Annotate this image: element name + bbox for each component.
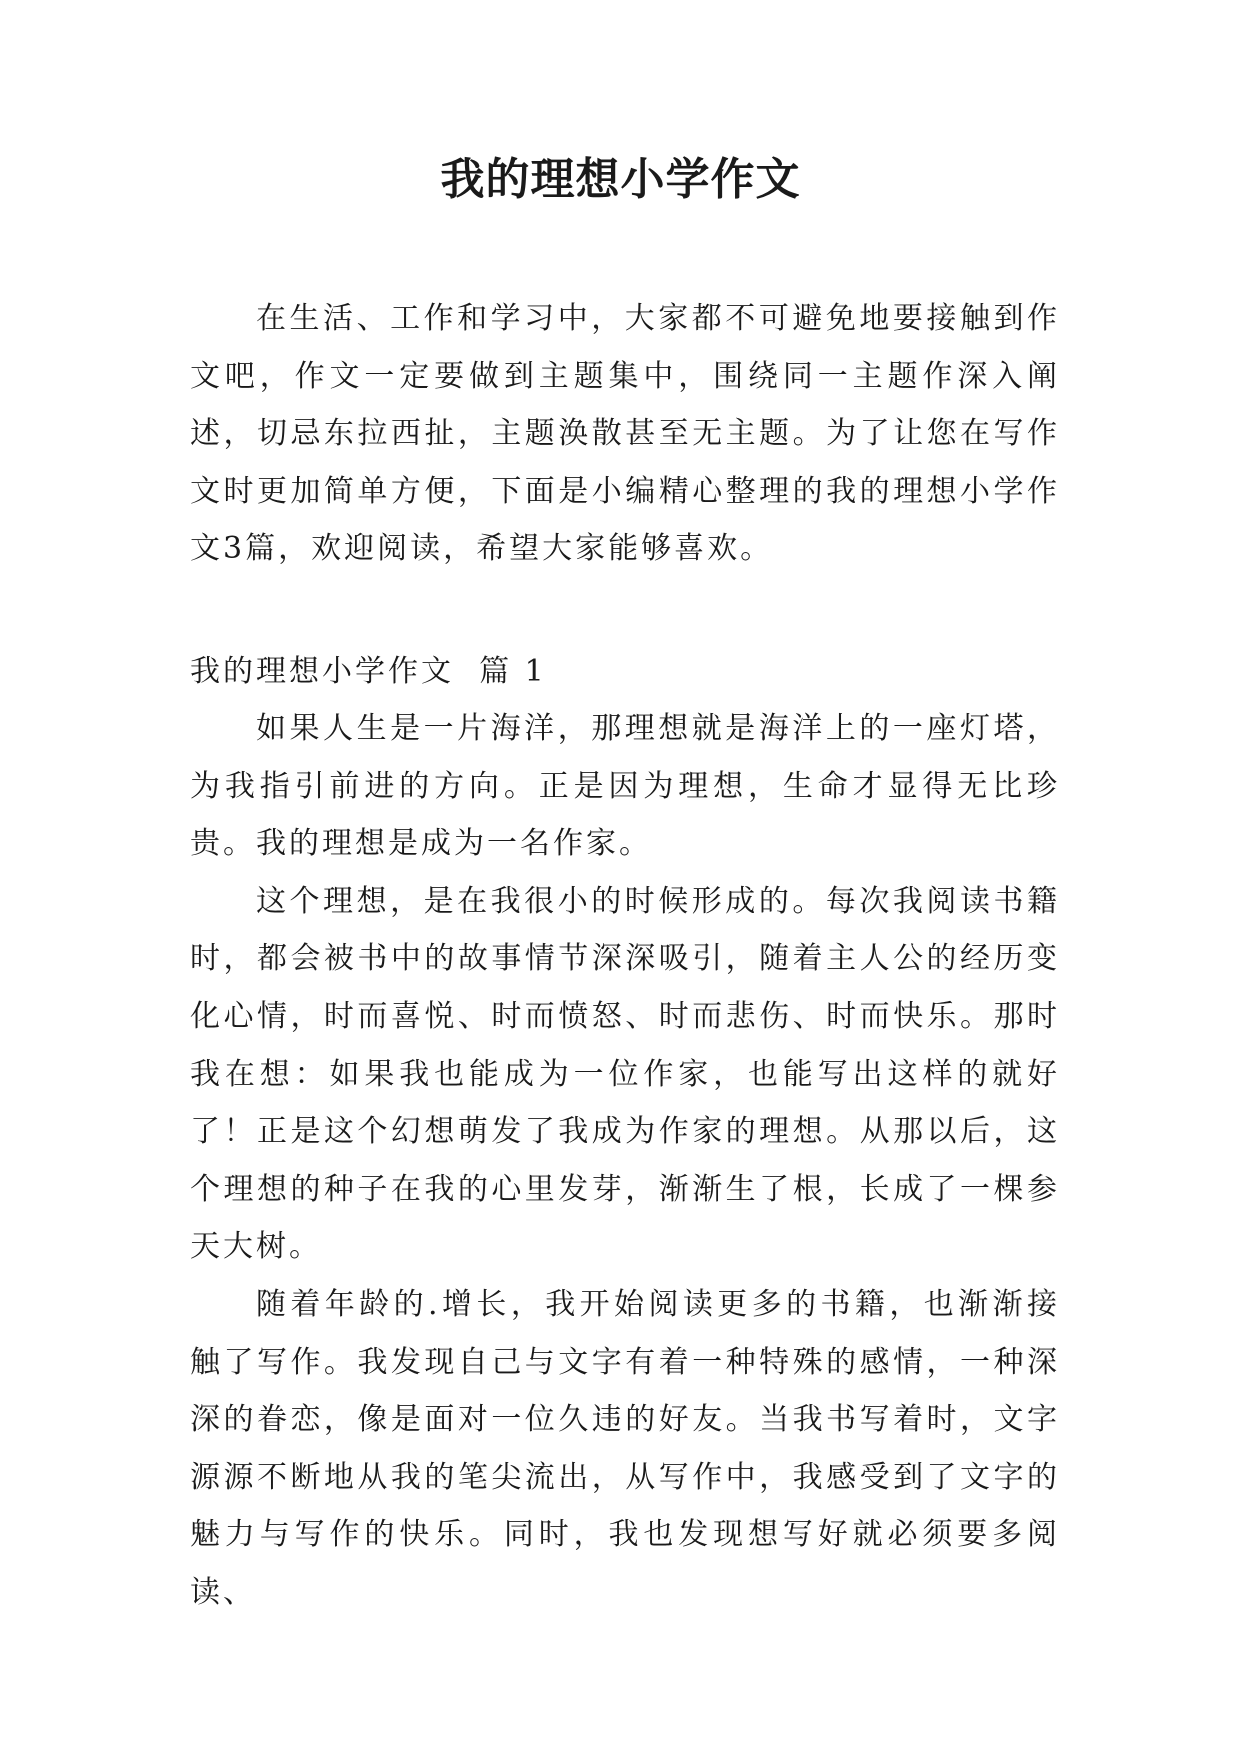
section-heading: 我的理想小学作文 篇 1 (190, 654, 547, 689)
intro-paragraph: 在生活、工作和学习中，大家都不可避免地要接触到作文吧，作文一定要做到主题集中，围绕同一主题作深入阐述，切忌东拉西扯，主题涣散甚至无主题。为了让您在写作文时更加简单方便，下面是小编精心整理的我的理想小学作文3篇，欢迎阅读，希望大家能够喜欢。 (190, 301, 1060, 567)
document-title: 我的理想小学作文 (440, 154, 801, 205)
essay-paragraph-2: 这个理想，是在我很小的时候形成的。每次我阅读书籍时，都会被书中的故事情节深深吸引，随着主人公的经历变化心情，时而喜悦、时而愤怒、时而悲伤、时而快乐。那时我在想：如果我也能成为一位作家，也能写出这样的就好了！正是这个幻想萌发了我成为作家的理想。从那以后，这个理想的种子在我的心里发芽，渐渐生了根，长成了一棵参天大树。 (190, 883, 1060, 1265)
intro-block (190, 290, 1060, 578)
essay-paragraph-1: 如果人生是一片海洋，那理想就是海洋上的一座灯塔，为我指引前进的方向。正是因为理想，生命才显得无比珍贵。我的理想是成为一名作家。 (190, 711, 1060, 862)
essay-paragraph-3: 随着年龄的.增长，我开始阅读更多的书籍，也渐渐接触了写作。我发现自己与文字有着一种特殊的感情，一种深深的眷恋，像是面对一位久违的好友。当我书写着时，文字源源不断地从我的笔尖流出，从写作中，我感受到了文字的魅力与写作的快乐。同时，我也发现想写好就必须要多阅读、 (190, 1286, 1060, 1610)
essay-body (190, 700, 1060, 1622)
